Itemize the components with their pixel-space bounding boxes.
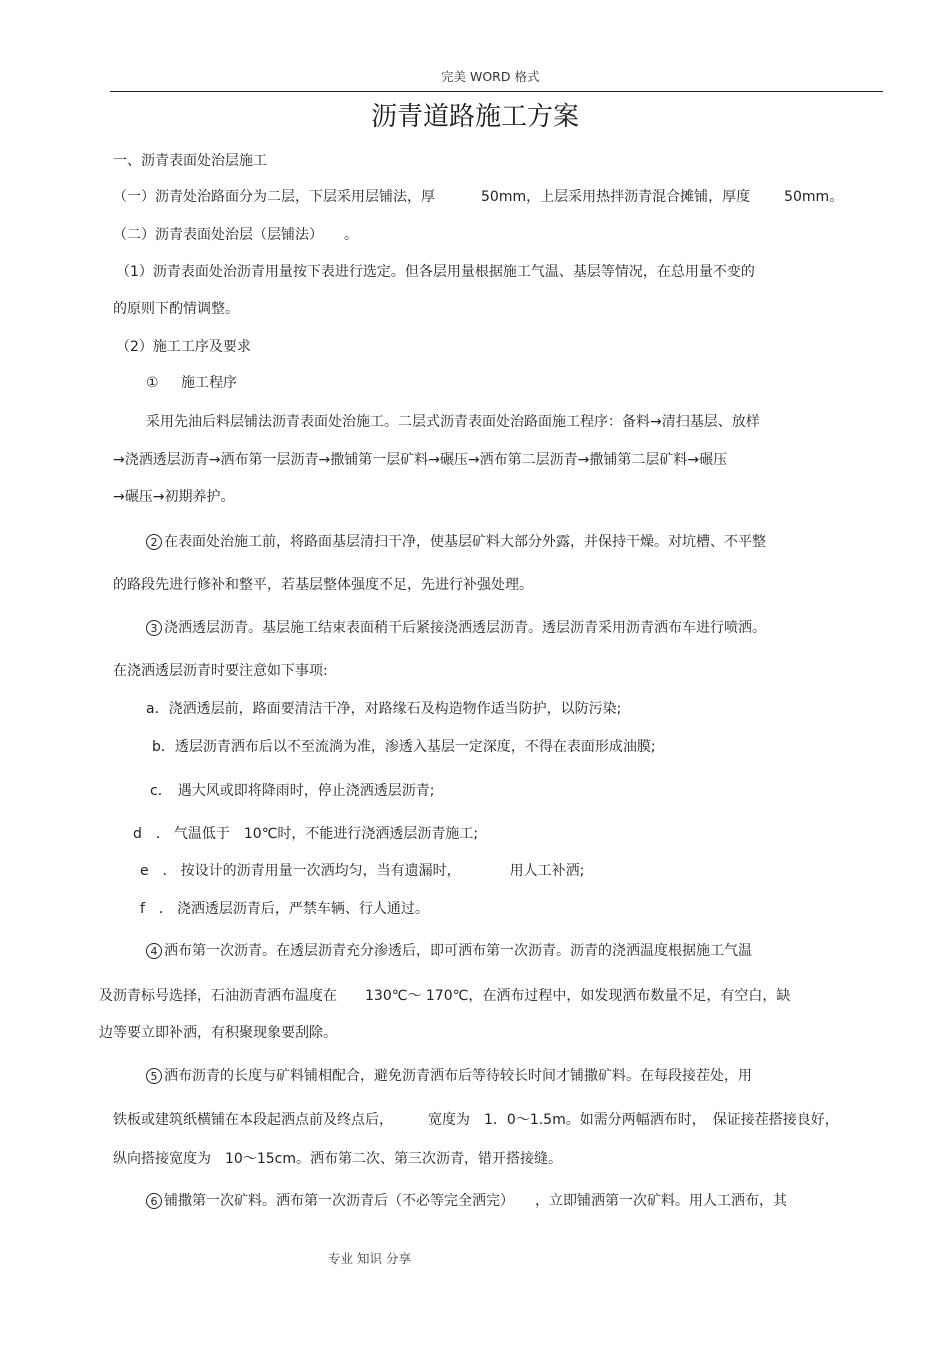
text-segment: 50mm: [784, 189, 830, 205]
paragraph-line: [113, 188, 843, 206]
paragraph-line: （2）施工工序及要求: [116, 339, 251, 355]
text-segment: 洒布第一次沥青。在透层沥青充分渗透后，即可洒布第一次沥青。沥青的浇洒温度根据施工气温: [164, 943, 752, 959]
paragraph-line: 的原则下酌情调整。: [113, 301, 239, 317]
list-item: b．透层沥青洒布后以不至流淌为准，渗透入基层一定深度，不得在表面形成油膜;: [152, 739, 656, 755]
list-label: f ．: [140, 901, 173, 917]
circled-number: 5: [146, 1068, 162, 1084]
paragraph-line: 边等要立即补洒，有积聚现象要刮除。: [99, 1025, 337, 1041]
text-segment: 洒布沥青的长度与矿料铺相配合，避免沥青洒布后等待较长时间才铺撒矿料。在每段接茬处，用: [164, 1068, 752, 1084]
text-segment: （一）沥青处治路面分为二层，下层采用层铺法，厚: [113, 189, 435, 205]
paragraph-line: [146, 1067, 752, 1085]
paragraph-line: →浇洒透层沥青→洒布第一层沥青→撒铺第一层矿料→碾压→洒布第二层沥青→撒铺第二层矿料→碾压: [113, 452, 728, 468]
text-segment: 。: [829, 189, 844, 205]
paragraph-line: [146, 942, 752, 960]
list-item: [140, 900, 429, 918]
text-segment: 浇洒透层沥青。基层施工结束表面稍干后紧接浇洒透层沥青。透层沥青采用沥青洒布车进行喷洒。: [164, 620, 766, 636]
step-heading: [146, 374, 237, 392]
circled-number: 2: [146, 534, 162, 550]
text-segment: 遇大风或即将降雨时，停止浇洒透层沥青;: [177, 783, 435, 799]
paragraph-line: 在浇洒透层沥青时要注意如下事项:: [113, 663, 328, 679]
text-segment: 50mm: [481, 189, 527, 205]
list-label: d ．: [133, 826, 170, 842]
paragraph-line: →碾压→初期养护。: [113, 489, 235, 505]
list-label: e ．: [140, 863, 177, 879]
text-segment: 浇洒透层沥青后，严禁车辆、行人通过。: [176, 901, 429, 917]
paragraph-line: 纵向搭接宽度为 10～15cm。洒布第二次、第三次沥青，错开搭接缝。: [113, 1151, 562, 1167]
paragraph-line: [146, 533, 766, 551]
header-rule: [110, 91, 883, 92]
list-item: [140, 862, 584, 880]
paragraph-line: [146, 1192, 787, 1210]
paragraph-line: （二）沥青表面处治层（层铺法） 。: [113, 227, 358, 243]
text-segment: 铺撒第一次矿料。洒布第一次沥青后（不必等完全洒完） ，立即铺洒第一次矿料。用人工洒布，其: [164, 1193, 787, 1209]
paragraph-line: [146, 619, 766, 637]
list-item: [133, 825, 478, 843]
text-segment: 气温低于 10℃时，不能进行浇洒透层沥青施工;: [173, 826, 479, 842]
page-footer: 专业 知识 分享: [328, 1251, 411, 1266]
paragraph-line: 采用先油后料层铺法沥青表面处治施工。二层式沥青表面处治路面施工程序：备料→清扫基层、放样: [146, 414, 760, 430]
circled-number: 6: [146, 1193, 162, 1209]
text-segment: ，上层采用热拌沥青混合摊铺，厚度: [526, 189, 751, 205]
page-header: 完美 WORD 格式: [441, 69, 540, 84]
text-segment: 按设计的沥青用量一次洒均匀，当有遗漏时， 用人工补洒;: [180, 863, 585, 879]
paragraph-line: 铁板或建筑纸横铺在本段起洒点前及终点后， 宽度为 1．0～1.5m。如需分两幅洒布时， 保证接茬搭接良好，: [113, 1112, 839, 1128]
text-segment: 在表面处治施工前，将路面基层清扫干净，使基层矿料大部分外露，并保持干燥。对坑槽、不平整: [164, 534, 766, 550]
document-title: 沥青道路施工方案: [370, 102, 579, 132]
step-title: 施工程序: [181, 375, 238, 391]
step-number: ①: [146, 375, 159, 391]
list-item: [150, 782, 434, 800]
list-item: a．浇洒透层前，路面要清洁干净，对路缘石及构造物作适当防护，以防污染;: [146, 701, 622, 717]
list-label: c．: [150, 783, 172, 799]
circled-number: 4: [146, 943, 162, 959]
section-heading: 一、沥青表面处治层施工: [113, 153, 267, 169]
paragraph-line: 的路段先进行修补和整平，若基层整体强度不足，先进行补强处理。: [113, 577, 533, 593]
paragraph-line: （1）沥青表面处治沥青用量按下表进行选定。但各层用量根据施工气温、基层等情况，在总用量不变的: [116, 264, 755, 280]
paragraph-line: 及沥青标号选择，石油沥青洒布温度在 130℃～ 170℃，在洒布过程中，如发现洒布数量不足，有空白，缺: [99, 988, 791, 1004]
circled-number: 3: [146, 620, 162, 636]
